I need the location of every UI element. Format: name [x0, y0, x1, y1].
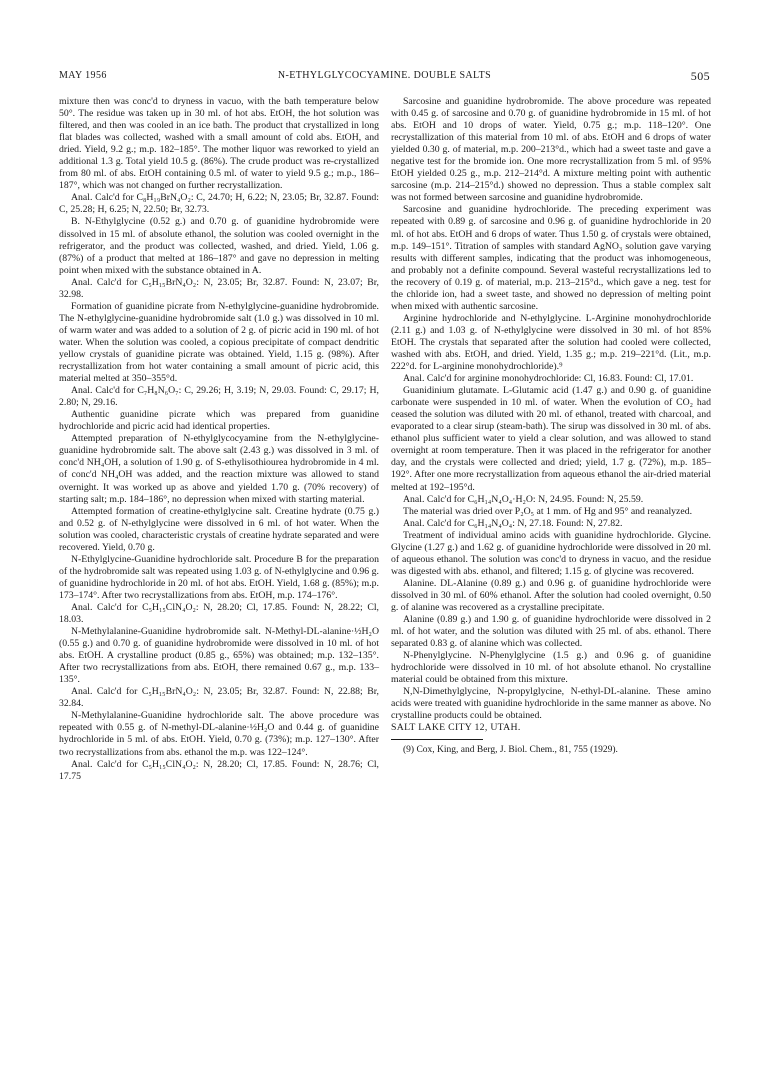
author-address: SALT LAKE CITY 12, UTAH.: [391, 722, 521, 734]
footnote: (9) Cox, King, and Berg, J. Biol. Chem., 81, 755 (1929).: [403, 745, 618, 756]
paragraph: N-Ethylglycine-Guanidine hydrochloride salt. Procedure B for the preparation of the hydrobromide salt was repeated using 1.03 g. of N-ethylglycine and 0.96 g. of guanidine hydrochloride in 20 ml. of hot abs. EtOH. Yield, 1.68 g. (85%); m.p. 173–174°. After two recrystallizations from abs. EtOH, m.p. 174–176°.: [59, 553, 379, 601]
paragraph: mixture then was conc'd to dryness in vacuo, with the bath temperature below 50°. The residue was taken up in 30 ml. of hot abs. EtOH, the hot solution was filtered, and then was cooled in an ice bath. The product that crystallized in long flat blades was collected, washed with a small amount of cold abs. EtOH, and dried. Yield, 9.2 g.; m.p. 182–185°. The mother liquor was reworked to yield an additional 1.3 g. Total yield 10.5 g. (86%). The crude product was re-crystallized from 80 ml. of abs. EtOH containing 0.5 ml. of water to yield 9.5 g.; m.p., 186–187°, which was not changed on further recrystallization.: [59, 96, 379, 192]
paragraph: Anal. Calc'd for C₅H₁₅ClN₄O₂: N, 28.20; Cl, 17.85. Found: N, 28.22; Cl, 18.03.: [59, 601, 379, 626]
paragraph: The material was dried over P₂O₅ at 1 mm. of Hg and 95° and reanalyzed.: [403, 505, 693, 517]
paragraph: Anal. Calc'd for arginine monohydrochloride: Cl, 16.83. Found: Cl, 17.01.: [403, 373, 694, 385]
header-date: MAY 1956: [59, 70, 107, 81]
paragraph: Formation of guanidine picrate from N-ethylglycine-guanidine hydrobromide. The N-ethylglycine-guanidine hydrobromide salt (1.0 g.) was dissolved in 10 ml. of warm water and was added to a solution of 2 g. of picric acid in 190 ml. of hot water. When the solution was cooled, a copious precipitate of compact dendritic yellow crystals of guanidine picrate was obtained. Yield, 1.15 g. (98%). After recrystallization from hot water containing a small amount of picric acid, this material melted at 350–355°d.: [59, 300, 379, 385]
paragraph: Alanine. DL-Alanine (0.89 g.) and 0.96 g. of guanidine hydrochloride were dissolved in 30 ml. of 60% ethanol. After the solution had cooled overnight, 0.50 g. of alanine was recovered as a crystalline precipitate.: [391, 577, 711, 613]
paragraph: Anal. Calc'd for C₆H₁₄N₄O₄·H₂O: N, 24.95. Found: N, 25.59.: [403, 493, 644, 505]
paragraph: Attempted preparation of N-ethylglycocyamine from the N-ethylglycine-guanidine hydrobromide salt. The above salt (2.43 g.) was dissolved in 3 ml. of conc'd NH₄OH, a solution of 1.90 g. of S-ethylisothiourea hydrobromide in 4 ml. of conc'd NH₄OH was added, and the reaction mixture was allowed to stand overnight. It was worked up as above and yielded 1.70 g. (70% recovery) of starting salt; m.p. 184–186°, no depression when mixed with starting material.: [59, 433, 379, 505]
paragraph: N-Methylalanine-Guanidine hydrobromide salt. N-Methyl-DL-alanine·½H₂O (0.55 g.) and 0.70 g. of guanidine hydrobromide were dissolved in 10 ml. of hot abs. EtOH. A crystalline product (0.85 g., 65%) was obtained; m.p. 132–135°. After two recrystallizations from abs. EtOH, there remained 0.67 g., m.p. 133–135°.: [59, 626, 379, 686]
paragraph: B. N-Ethylglycine (0.52 g.) and 0.70 g. of guanidine hydrobromide were dissolved in 15 ml. of absolute ethanol, the solution was cooled overnight in the refrigerator, and the product was collected, washed, and dried. Yield, 1.06 g. (87%) of a product that melted at 186–187° and gave no depression in melting point when mixed with the substance obtained in A.: [59, 216, 379, 276]
paragraph: Anal. Calc'd for C₅H₁₅BrN₄O₂: N, 23.05; Br, 32.87. Found: N, 22.88; Br, 32.84.: [59, 686, 379, 710]
paragraph: Guanidinium glutamate. L-Glutamic acid (1.47 g.) and 0.90 g. of guanidine carbonate were suspended in 10 ml. of water. When the evolution of CO₂ had ceased the solution was diluted with 20 ml. of ethanol, treated with charcoal, and evaporated to a clear sirup (steam-bath). The sirup was dissolved in 30 ml. of abs. ethanol plus sufficient water to yield a clear solution, and was allowed to stand overnight at room temperature. Then it was placed in the refrigerator for another day, and the crystals were collected and dried; yield, 1.7 g. (72%), m.p. 185–192°. After one more recrystallization from aqueous ethanol the air-dried material melted at 192–195°d.: [391, 385, 711, 493]
right-column: [391, 96, 711, 757]
left-column: [59, 96, 379, 783]
paragraph: Attempted formation of creatine-ethylglycine salt. Creatine hydrate (0.75 g.) and 0.52 g. of N-ethylglycine were dissolved in 6 ml. of hot water. When the solution was cooled, characteristic crystals of creatine hydrate separated and were recovered. Yield, 0.70 g.: [59, 505, 379, 553]
paragraph: Treatment of individual amino acids with guanidine hydrochloride. Glycine. Glycine (1.27 g.) and 1.62 g. of guanidine hydrochloride were dissolved in 20 ml. of aqueous ethanol. The solution was conc'd to dryness in vacuo, and the residue was digested with abs. ethanol, and filtered; 1.15 g. of glycine was recovered.: [391, 529, 711, 577]
paragraph: Anal. Calc'd for C₅H₁₅ClN₄O₂: N, 28.20; Cl, 17.85. Found: N, 28.76; Cl, 17.75: [59, 758, 379, 782]
header-title: N-ETHYLGLYCOCYAMINE. DOUBLE SALTS: [277, 70, 492, 81]
paragraph: Anal. Calc'd for C₈H₁₉BrN₄O₂: C, 24.70; H, 6.22; N, 23.05; Br, 32.87. Found: C, 25.28; H, 6.25; N, 22.50; Br, 32.73.: [59, 192, 379, 216]
page-number: 505: [690, 69, 710, 83]
paragraph: N-Methylalanine-Guanidine hydrochloride salt. The above procedure was repeated with 0.55 g. of N-methyl-DL-alanine·½H₂O and 0.44 g. of guanidine hydrochloride in 5 ml. of abs. EtOH. Yield, 0.70 g. (73%); m.p. 127–130°. After two recrystallizations from abs. ethanol the m.p. was 122–124°.: [59, 710, 379, 758]
paragraph: Sarcosine and guanidine hydrobromide. The above procedure was repeated with 0.45 g. of sarcosine and 0.70 g. of guanidine hydrobromide in 15 ml. of hot abs. EtOH and 10 drops of water. Yield, 0.75 g.; m.p. 118–120°. One recrystallization of this material from 10 ml. of abs. EtOH and 6 drops of water yielded 0.30 g. of material, m.p. 200–213°d., which had a sweet taste and gave a negative test for the bromide ion. One more recrystallization from 5 ml. of 95% EtOH yielded 0.25 g., m.p. 212–214°d. A mixture melting point with authentic sarcosine (m.p. 214–215°d.) showed no depression. Thus a stable complex salt was not formed between sarcosine and guanidine hydrobromide.: [391, 96, 711, 204]
paragraph: Sarcosine and guanidine hydrochloride. The preceding experiment was repeated with 0.89 g. of sarcosine and 0.96 g. of guanidine hydrochloride in 20 ml. of hot abs. EtOH and 6 drops of water. Thus 1.50 g. of crystals were obtained, m.p. 149–151°. Titration of samples with standard AgNO₃ solution gave varying results with different samples, indicating that the product was inhomogeneous, and probably not a definite compound. Several wasteful recrystallizations led to the recovery of 0.19 g. of material, m.p. 213–215°d., which gave a neg. test for the chloride ion, had a sweet taste, and showed no depression of melting point when mixed with authentic sarcosine.: [391, 204, 711, 312]
running-header: [59, 70, 710, 84]
paragraph: N-Phenylglycine. N-Phenylglycine (1.5 g.) and 0.96 g. of guanidine hydrochloride were dissolved in 10 ml. of hot absolute ethanol. No crystalline material could be obtained from this mixture.: [391, 650, 711, 686]
paragraph: N,N-Dimethylglycine, N-propylglycine, N-ethyl-DL-alanine. These amino acids were treated with guanidine hydrochloride in the same manner as above. No crystalline products could be obtained.: [391, 686, 711, 722]
footnote-rule: [391, 739, 483, 740]
paragraph: Authentic guanidine picrate which was prepared from guanidine hydrochloride and picric acid had identical properties.: [59, 409, 379, 433]
paragraph: Anal. Calc'd for C₆H₁₄N₄O₄: N, 27.18. Found: N, 27.82.: [403, 517, 623, 529]
paragraph: Anal. Calc'd for C₇H₈N₆O₇: C, 29.26; H, 3.19; N, 29.03. Found: C, 29.17; H, 2.80; N, 29.16.: [59, 385, 379, 409]
paragraph: Alanine (0.89 g.) and 1.90 g. of guanidine hydrochloride were dissolved in 2 ml. of hot water, and the solution was diluted with 25 ml. of abs. ethanol. There separated 0.83 g. of alanine which was collected.: [391, 614, 711, 650]
paragraph: Anal. Calc'd for C₅H₁₅BrN₄O₂: N, 23.05; Br, 32.87. Found: N, 23.07; Br, 32.98.: [59, 276, 379, 300]
paragraph: Arginine hydrochloride and N-ethylglycine. L-Arginine monohydrochloride (2.11 g.) and 1.03 g. of N-ethylglycine were dissolved in 30 ml. of hot 85% EtOH. The crystals that separated after the solution had cooled were collected, washed with abs. EtOH, and dried. Yield, 1.35 g.; m.p. 219–221°d. (Lit., m.p. 222°d. for L-arginine monohydrochloride).⁹: [391, 312, 711, 373]
